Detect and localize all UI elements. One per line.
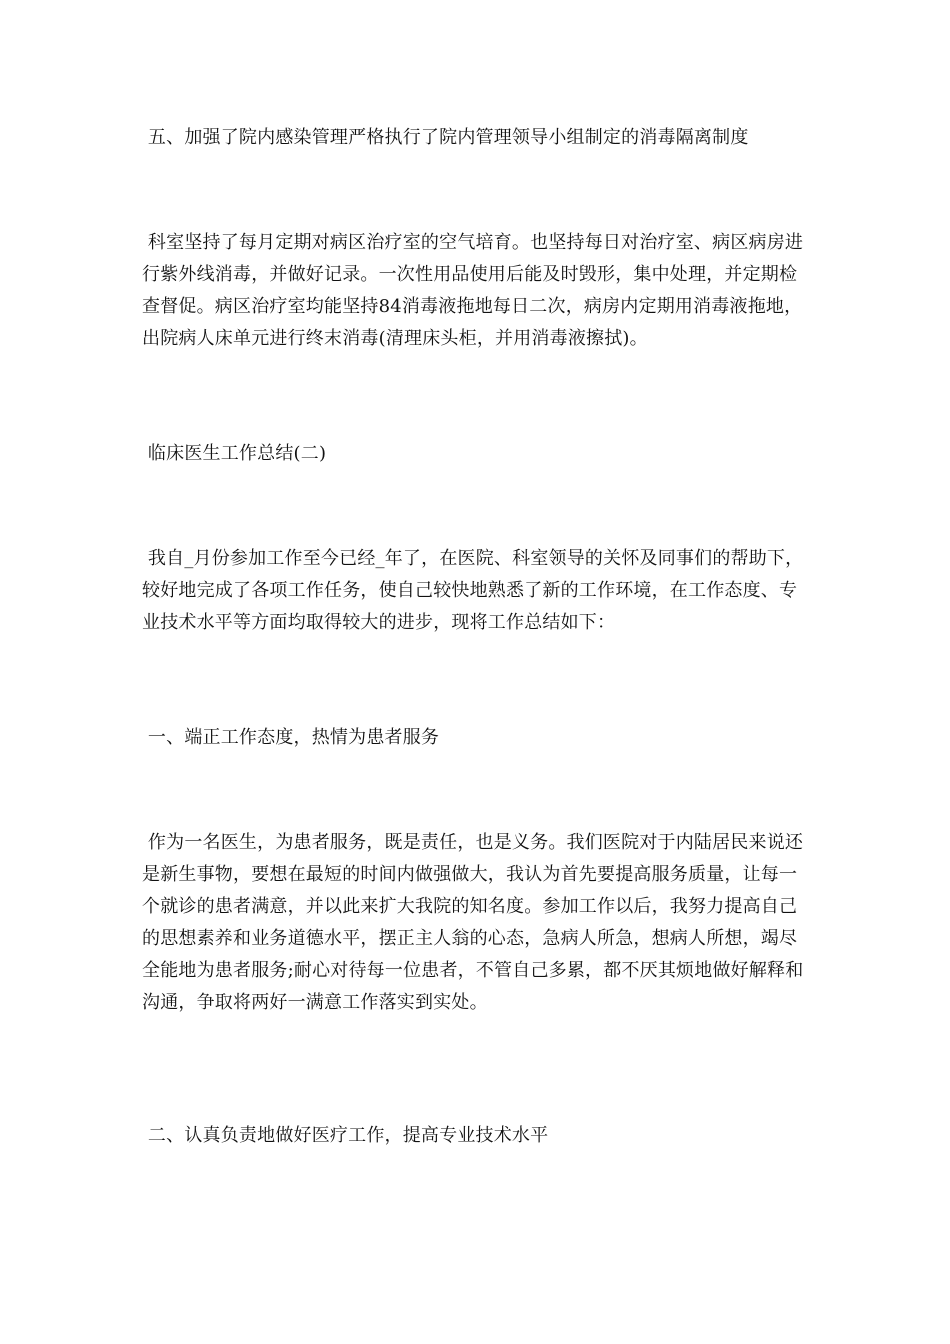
paragraph-introduction: 我自_月份参加工作至今已经_年了，在医院、科室领导的关怀及同事们的帮助下，较好地完成了各项工作任务，使自己较快地熟悉了新的工作环境，在工作态度、专业技术水平等方面均取得较大的进步，现将工作总结如下： bbox=[142, 548, 804, 633]
section-heading-attitude: 一、端正工作态度，热情为患者服务 bbox=[142, 727, 440, 748]
section-heading-infection-control: 五、加强了院内感染管理严格执行了院内管理领导小组制定的消毒隔离制度 bbox=[142, 127, 749, 148]
document-subtitle: 临床医生工作总结(二) bbox=[142, 443, 327, 464]
paragraph-disinfection: 科室坚持了每月定期对病区治疗室的空气培育。也坚持每日对治疗室、病区病房进行紫外线消毒，并做好记录。一次性用品使用后能及时毁形，集中处理，并定期检查督促。病区治疗室均能坚持84消毒液拖地每日二次，病房内定期用消毒液拖地，出院病人床单元进行终末消毒(清理床头柜，并用消毒液擦拭)。 bbox=[142, 232, 804, 349]
paragraph-patient-service: 作为一名医生，为患者服务，既是责任，也是义务。我们医院对于内陆居民来说还是新生事物，要想在最短的时间内做强做大，我认为首先要提高服务质量，让每一个就诊的患者满意，并以此来扩大我院的知名度。参加工作以后，我努力提高自己的思想素养和业务道德水平，摆正主人翁的心态，急病人所急，想病人所想，竭尽全能地为患者服务;耐心对待每一位患者，不管自己多累，都不厌其烦地做好解释和沟通，争取将两好一满意工作落实到实处。 bbox=[142, 832, 804, 1013]
section-heading-medical-work: 二、认真负责地做好医疗工作，提高专业技术水平 bbox=[142, 1125, 549, 1146]
